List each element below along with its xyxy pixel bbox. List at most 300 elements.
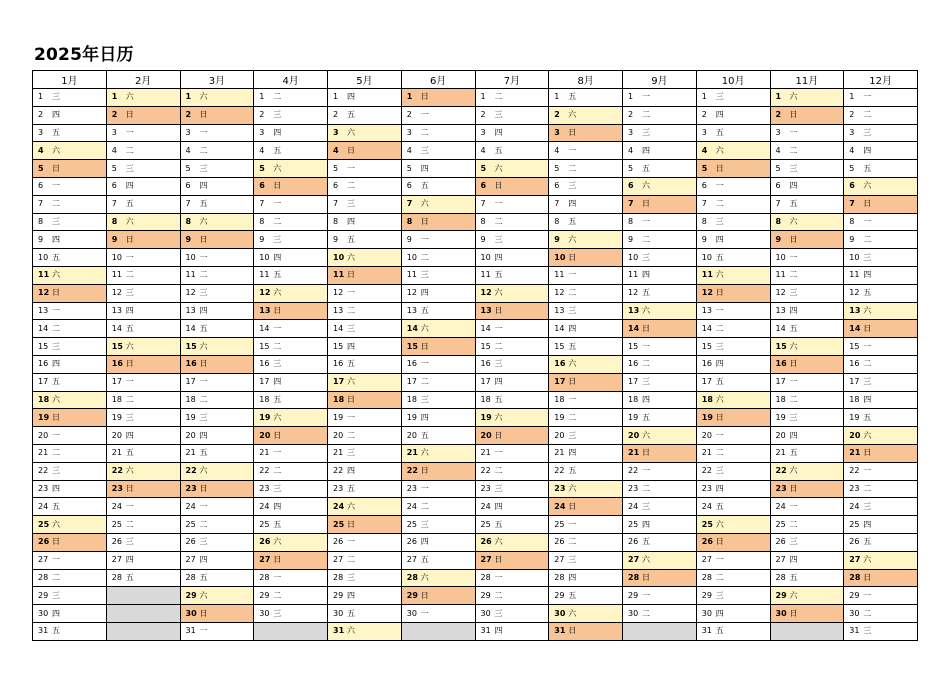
weekday-label: 日 (125, 234, 134, 244)
day-number: 15 (554, 341, 565, 351)
day-number: 18 (775, 394, 786, 404)
day-number: 1 (775, 92, 782, 102)
day-cell (33, 427, 107, 445)
day-cell (475, 569, 549, 587)
day-number: 9 (333, 234, 339, 244)
day-cell (254, 569, 328, 587)
day-cell (844, 142, 918, 160)
day-number: 27 (701, 555, 712, 565)
day-number: 28 (701, 572, 712, 582)
day-cell (328, 605, 402, 623)
day-number: 12 (775, 288, 786, 298)
weekday-label: 一 (52, 181, 60, 191)
weekday-label: 三 (642, 252, 650, 262)
day-cell (33, 480, 107, 498)
day-cell (623, 302, 697, 320)
day-number: 28 (628, 572, 640, 582)
day-number: 10 (111, 252, 122, 262)
weekday-label: 六 (199, 466, 208, 476)
weekday-label: 四 (715, 608, 724, 618)
weekday-label: 三 (125, 412, 134, 422)
weekday-label: 四 (125, 555, 134, 565)
weekday-label: 一 (715, 305, 724, 315)
weekday-label: 二 (347, 305, 355, 315)
day-number: 22 (185, 466, 197, 476)
day-number: 9 (849, 234, 855, 244)
day-number: 16 (628, 359, 639, 369)
day-number: 4 (701, 145, 708, 155)
day-cell (254, 480, 328, 498)
day-number: 7 (185, 199, 191, 209)
weekday-label: 一 (199, 377, 208, 387)
day-number: 15 (185, 341, 197, 351)
day-number: 14 (111, 323, 122, 333)
day-number: 21 (111, 448, 122, 458)
day-cell (401, 320, 475, 338)
weekday-label: 二 (494, 216, 503, 226)
weekday-label: 六 (347, 626, 355, 636)
day-number: 3 (259, 127, 265, 137)
day-cell (696, 266, 770, 284)
day-cell (549, 89, 623, 107)
day-cell (549, 569, 623, 587)
day-number: 2 (111, 110, 118, 120)
day-number: 30 (775, 608, 787, 618)
day-cell (844, 302, 918, 320)
day-cell (549, 533, 623, 551)
day-number: 7 (38, 199, 44, 209)
day-number: 19 (628, 412, 639, 422)
day-number: 8 (628, 216, 634, 226)
weekday-label: 二 (273, 92, 282, 102)
weekday-label: 三 (568, 305, 577, 315)
weekday-label: 三 (199, 163, 208, 173)
day-number: 20 (701, 430, 712, 440)
day-number: 20 (185, 430, 196, 440)
day-cell (475, 124, 549, 142)
day-cell (475, 142, 549, 160)
day-number: 24 (775, 501, 786, 511)
day-number: 5 (406, 163, 412, 173)
day-number: 13 (406, 305, 417, 315)
day-cell (328, 106, 402, 124)
day-cell (623, 355, 697, 373)
day-cell (106, 462, 180, 480)
day-cell (106, 195, 180, 213)
day-number: 1 (333, 92, 339, 102)
day-cell (106, 391, 180, 409)
weekday-label: 五 (199, 323, 208, 333)
weekday-label: 二 (52, 572, 60, 582)
day-cell (33, 249, 107, 267)
day-cell (770, 444, 844, 462)
day-cell (549, 391, 623, 409)
day-cell (770, 320, 844, 338)
day-cell (844, 427, 918, 445)
day-cell (106, 498, 180, 516)
day-number: 8 (775, 216, 782, 226)
day-cell (180, 355, 254, 373)
day-number: 14 (554, 323, 565, 333)
weekday-label: 六 (199, 92, 208, 102)
day-cell (475, 106, 549, 124)
month-header: 2月 (106, 71, 180, 89)
weekday-label: 二 (494, 590, 503, 600)
weekday-label: 一 (863, 341, 872, 351)
day-cell (33, 444, 107, 462)
day-number: 22 (554, 466, 565, 476)
day-number: 13 (701, 305, 712, 315)
day-cell (106, 516, 180, 534)
day-number: 6 (554, 181, 560, 191)
day-number: 23 (554, 483, 566, 493)
weekday-label: 日 (199, 483, 208, 493)
day-number: 29 (406, 590, 418, 600)
day-number: 23 (628, 483, 639, 493)
day-cell (475, 533, 549, 551)
day-number: 3 (185, 127, 191, 137)
day-cell (475, 480, 549, 498)
weekday-label: 五 (199, 572, 208, 582)
day-cell (106, 355, 180, 373)
weekday-label: 二 (568, 412, 577, 422)
weekday-label: 六 (273, 412, 282, 422)
weekday-label: 五 (789, 572, 798, 582)
day-cell (696, 569, 770, 587)
day-cell (844, 338, 918, 356)
day-cell (549, 195, 623, 213)
day-cell (475, 320, 549, 338)
day-number: 18 (406, 394, 417, 404)
weekday-label: 三 (789, 537, 798, 547)
weekday-label: 日 (494, 430, 503, 440)
weekday-label: 六 (568, 483, 577, 493)
weekday-label: 一 (642, 341, 650, 351)
day-number: 11 (259, 270, 270, 280)
weekday-label: 四 (715, 359, 724, 369)
empty-cell (106, 605, 180, 623)
day-cell (254, 266, 328, 284)
day-cell (844, 320, 918, 338)
day-cell (401, 284, 475, 302)
day-cell (254, 320, 328, 338)
day-number: 10 (406, 252, 417, 262)
day-cell (844, 177, 918, 195)
month-header: 6月 (401, 71, 475, 89)
day-cell (401, 373, 475, 391)
weekday-label: 一 (125, 252, 134, 262)
day-cell (33, 498, 107, 516)
day-number: 16 (406, 359, 417, 369)
weekday-label: 一 (789, 377, 798, 387)
weekday-label: 四 (494, 377, 503, 387)
weekday-label: 五 (199, 448, 208, 458)
weekday-label: 六 (420, 572, 429, 582)
day-number: 17 (628, 377, 639, 387)
day-number: 9 (480, 234, 486, 244)
weekday-label: 二 (199, 270, 208, 280)
weekday-label: 五 (789, 448, 798, 458)
day-cell (549, 338, 623, 356)
day-cell (623, 533, 697, 551)
day-cell (33, 231, 107, 249)
day-number: 6 (775, 181, 781, 191)
day-cell (623, 124, 697, 142)
day-cell (401, 409, 475, 427)
day-number: 15 (259, 341, 270, 351)
weekday-label: 一 (715, 555, 724, 565)
day-cell (106, 551, 180, 569)
day-cell (401, 587, 475, 605)
weekday-label: 四 (420, 163, 429, 173)
day-cell (770, 160, 844, 178)
day-cell (844, 533, 918, 551)
day-number: 3 (775, 127, 781, 137)
weekday-label: 五 (52, 252, 60, 262)
day-number: 10 (38, 252, 49, 262)
day-cell (770, 498, 844, 516)
day-cell (254, 106, 328, 124)
day-number: 24 (554, 501, 566, 511)
weekday-label: 一 (199, 626, 208, 636)
day-cell (401, 195, 475, 213)
day-number: 21 (38, 448, 49, 458)
day-number: 11 (38, 270, 50, 280)
weekday-label: 五 (52, 377, 60, 387)
day-cell (770, 551, 844, 569)
day-cell (328, 355, 402, 373)
day-cell (180, 391, 254, 409)
day-number: 24 (38, 501, 49, 511)
weekday-label: 二 (347, 181, 355, 191)
day-number: 11 (701, 270, 713, 280)
day-number: 25 (111, 519, 122, 529)
day-number: 5 (849, 163, 855, 173)
day-number: 5 (775, 163, 781, 173)
day-number: 21 (333, 448, 344, 458)
weekday-label: 一 (789, 252, 798, 262)
day-number: 4 (406, 145, 412, 155)
day-number: 6 (628, 181, 634, 191)
weekday-label: 二 (494, 466, 503, 476)
weekday-label: 六 (494, 288, 503, 298)
day-cell (180, 587, 254, 605)
day-number: 12 (333, 288, 344, 298)
day-number: 18 (38, 394, 50, 404)
day-number: 21 (849, 448, 861, 458)
day-row (33, 498, 918, 516)
weekday-label: 日 (642, 199, 650, 209)
weekday-label: 三 (568, 555, 577, 565)
day-number: 8 (111, 216, 118, 226)
day-cell (623, 480, 697, 498)
day-number: 17 (554, 377, 566, 387)
day-cell (106, 124, 180, 142)
day-cell (549, 106, 623, 124)
weekday-label: 五 (199, 199, 208, 209)
weekday-label: 二 (715, 199, 724, 209)
day-cell (328, 409, 402, 427)
day-cell (844, 391, 918, 409)
day-number: 7 (333, 199, 339, 209)
day-number: 6 (38, 181, 44, 191)
day-cell (549, 427, 623, 445)
weekday-label: 四 (863, 270, 872, 280)
day-row (33, 355, 918, 373)
day-number: 21 (406, 448, 418, 458)
day-cell (180, 498, 254, 516)
day-number: 14 (38, 323, 49, 333)
day-number: 15 (775, 341, 787, 351)
day-number: 8 (554, 216, 560, 226)
day-number: 22 (701, 466, 712, 476)
day-cell (770, 106, 844, 124)
weekday-label: 六 (568, 234, 577, 244)
page-title: 2025年日历 (34, 45, 134, 65)
day-cell (549, 462, 623, 480)
day-number: 16 (38, 359, 49, 369)
day-row (33, 409, 918, 427)
weekday-label: 六 (347, 501, 355, 511)
day-cell (254, 160, 328, 178)
day-number: 15 (849, 341, 860, 351)
weekday-label: 二 (863, 608, 872, 618)
day-row (33, 373, 918, 391)
day-number: 2 (554, 110, 560, 120)
day-cell (328, 533, 402, 551)
day-cell (549, 213, 623, 231)
weekday-label: 日 (273, 555, 282, 565)
weekday-label: 四 (52, 110, 60, 120)
day-cell (254, 498, 328, 516)
weekday-label: 一 (494, 572, 503, 582)
day-number: 6 (406, 181, 412, 191)
weekday-label: 二 (642, 110, 650, 120)
weekday-label: 五 (273, 519, 282, 529)
day-number: 25 (701, 519, 713, 529)
weekday-label: 日 (789, 483, 798, 493)
day-cell (475, 409, 549, 427)
weekday-label: 六 (52, 519, 60, 529)
day-number: 11 (111, 270, 122, 280)
weekday-label: 一 (52, 430, 60, 440)
day-number: 23 (701, 483, 712, 493)
day-number: 11 (849, 270, 860, 280)
day-cell (33, 622, 107, 640)
weekday-label: 二 (347, 430, 355, 440)
day-row (33, 302, 918, 320)
day-cell (623, 177, 697, 195)
weekday-label: 三 (863, 127, 872, 137)
day-cell (770, 284, 844, 302)
day-number: 27 (406, 555, 417, 565)
day-cell (623, 391, 697, 409)
day-number: 30 (480, 608, 491, 618)
day-cell (328, 462, 402, 480)
month-header: 4月 (254, 71, 328, 89)
day-cell (475, 587, 549, 605)
weekday-label: 日 (715, 412, 724, 422)
day-cell (475, 302, 549, 320)
day-number: 8 (333, 216, 339, 226)
weekday-label: 六 (273, 163, 282, 173)
day-number: 12 (38, 288, 50, 298)
weekday-label: 四 (420, 412, 429, 422)
day-cell (33, 587, 107, 605)
weekday-label: 六 (715, 394, 724, 404)
day-cell (475, 516, 549, 534)
day-number: 11 (480, 270, 491, 280)
day-cell (33, 391, 107, 409)
day-number: 1 (185, 92, 192, 102)
day-cell (770, 266, 844, 284)
day-cell (106, 106, 180, 124)
day-number: 28 (259, 572, 270, 582)
day-cell (844, 195, 918, 213)
weekday-label: 三 (642, 127, 650, 137)
day-number: 14 (701, 323, 712, 333)
day-number: 25 (333, 519, 345, 529)
day-row (33, 338, 918, 356)
weekday-label: 五 (347, 608, 355, 618)
day-cell (180, 124, 254, 142)
day-cell (696, 284, 770, 302)
weekday-label: 六 (642, 305, 650, 315)
day-cell (770, 195, 844, 213)
day-cell (106, 266, 180, 284)
day-number: 4 (775, 145, 781, 155)
day-number: 12 (554, 288, 565, 298)
weekday-label: 五 (494, 394, 503, 404)
day-cell (623, 605, 697, 623)
day-number: 18 (185, 394, 196, 404)
weekday-label: 五 (125, 448, 134, 458)
day-number: 26 (111, 537, 122, 547)
day-cell (475, 89, 549, 107)
day-number: 18 (333, 394, 345, 404)
day-row (33, 462, 918, 480)
day-number: 8 (849, 216, 855, 226)
day-cell (254, 89, 328, 107)
day-cell (254, 124, 328, 142)
day-row (33, 427, 918, 445)
day-cell (623, 320, 697, 338)
day-cell (254, 587, 328, 605)
day-number: 5 (480, 163, 487, 173)
day-number: 4 (849, 145, 855, 155)
day-cell (106, 177, 180, 195)
day-cell (623, 373, 697, 391)
day-cell (844, 124, 918, 142)
day-number: 17 (849, 377, 860, 387)
weekday-label: 五 (494, 519, 503, 529)
day-number: 19 (406, 412, 417, 422)
weekday-label: 六 (347, 377, 355, 387)
weekday-label: 三 (789, 412, 798, 422)
weekday-label: 六 (273, 288, 282, 298)
day-number: 18 (628, 394, 639, 404)
day-number: 29 (701, 590, 712, 600)
day-number: 10 (333, 252, 345, 262)
weekday-label: 三 (863, 626, 872, 636)
day-number: 3 (849, 127, 855, 137)
day-number: 20 (406, 430, 417, 440)
weekday-label: 三 (125, 288, 134, 298)
day-cell (696, 355, 770, 373)
day-cell (328, 249, 402, 267)
day-number: 9 (775, 234, 782, 244)
day-cell (475, 338, 549, 356)
